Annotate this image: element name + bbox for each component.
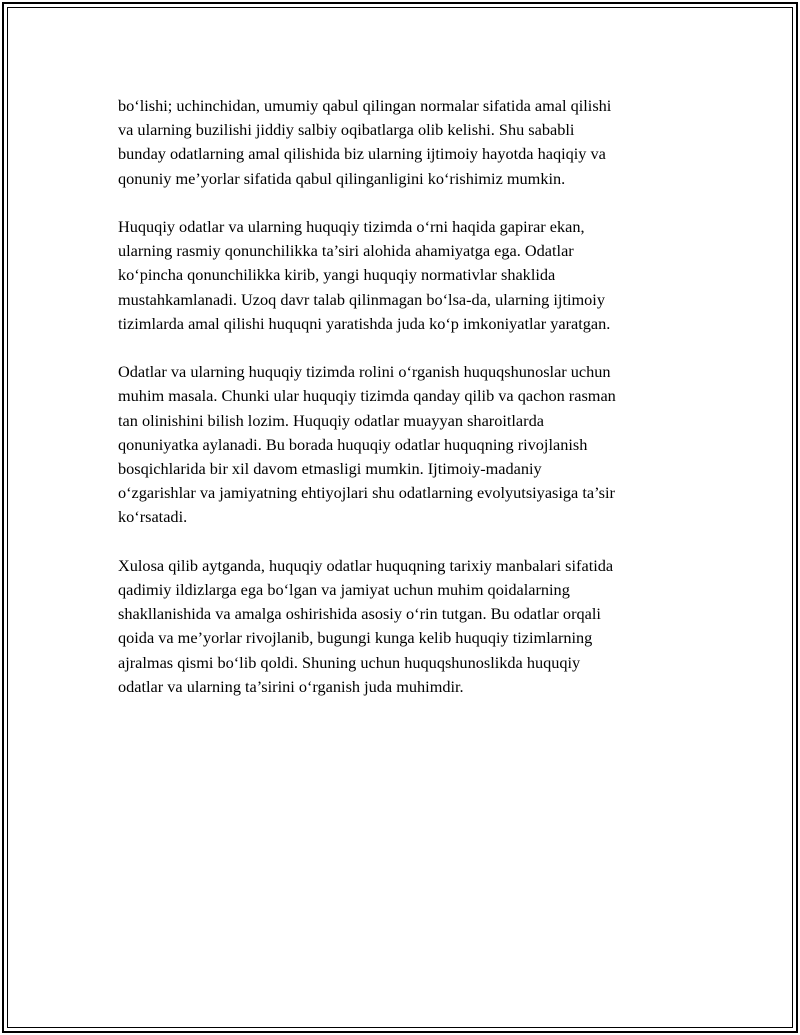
document-body [118,94,693,723]
paragraph-1: bo‘lishi; uchinchidan, umumiy qabul qilingan normalar sifatida amal qilishi va ularning buzilishi jiddiy salbiy oqibatlarga olib kelishi. Shu sababli bunday odatlarning amal qilishida biz ularning ijtimoiy hayotda haqiqiy va qonuniy me’yorlar sifatida qabul qilinganligini ko‘rishimiz mumkin. [118,96,612,188]
paragraph-4: Xulosa qilib aytganda, huquqiy odatlar huquqning tarixiy manbalari sifatida qadimiy ildizlarga ega bo‘lgan va jamiyat uchun muhim qoidalarning shakllanishida va amalga oshirishida asosiy o‘rin tutgan. Bu odatlar orqali qoida va me’yorlar rivojlanib, bugungi kunga kelib huquqiy tizimlarning ajralmas qismi bo‘lib qoldi. Shuning uchun huquqshunoslikda huquqiy odatlar va ularning ta’sirini o‘rganish juda muhimdir. [118,555,614,696]
paragraph-2: Huquqiy odatlar va ularning huquqiy tizimda o‘rni haqida gapirar ekan, ularning rasmiy qonunchilikka ta’siri alohida ahamiyatga ega. Odatlar ko‘pincha qonunchilikka kirib, yangi huquqiy normativlar shaklida mustahkamlanadi. Uzoq davr talab qilinmagan bo‘lsa-da, ularning ijtimoiy tizimlarda amal qilishi huquqni yaratishda juda ko‘p imkoniyatlar yaratgan. [118,217,611,333]
paragraph-3: Odatlar va ularning huquqiy tizimda rolini o‘rganish huquqshunoslar uchun muhim masala. Chunki ular huquqiy tizimda qanday qilib va qachon rasman tan olinishini bilish lozim. Huquqiy odatlar muayyan sharoitlarda qonuniyatka aylanadi. Bu borada huquqiy odatlar huquqning rivojlanish bosqichlarida bir xil davom etmasligi mumkin. Ijtimoiy-madaniy o‘zgarishlar va jamiyatning ehtiyojlari shu odatlarning evolyutsiyasiga ta’sir ko‘rsatadi. [118,362,616,527]
